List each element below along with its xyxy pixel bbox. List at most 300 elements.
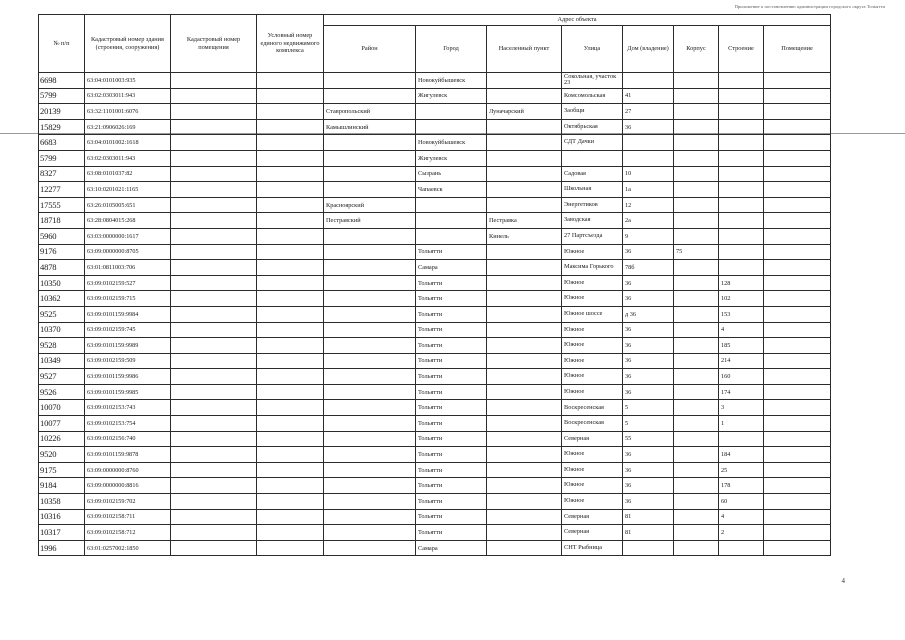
cadastral-number: 63:08:0101037:82 [85, 166, 171, 182]
building-cell [674, 306, 719, 322]
district-cell [324, 384, 416, 400]
cadastral-number: 63:09:0101159:9985 [85, 384, 171, 400]
house-cell: 36 [623, 244, 674, 260]
cadastral-number: 63:03:0000000:1617 [85, 228, 171, 244]
house-cell: 12 [623, 197, 674, 213]
cadastral-number: 63:01:0811003:706 [85, 260, 171, 276]
street-cell: Максима Горького [562, 260, 623, 276]
premise-number [171, 322, 257, 338]
row-number: 15829 [39, 119, 85, 135]
building-cell [674, 322, 719, 338]
premise-number [171, 447, 257, 463]
row-number: 10077 [39, 416, 85, 432]
complex-number [257, 384, 324, 400]
cadastral-number: 63:04:0101003:935 [85, 73, 171, 89]
structure-cell [719, 540, 764, 556]
settlement-cell: Кинель [487, 228, 562, 244]
premise-number [171, 306, 257, 322]
complex-number [257, 509, 324, 525]
district-cell [324, 338, 416, 354]
street-cell: Южное шоссе [562, 306, 623, 322]
room-cell [764, 244, 831, 260]
building-cell [674, 478, 719, 494]
city-cell: Тольятти [416, 447, 487, 463]
house-cell: 41 [623, 88, 674, 104]
district-cell [324, 462, 416, 478]
premise-number [171, 275, 257, 291]
structure-cell [719, 213, 764, 229]
street-cell: Южное [562, 338, 623, 354]
header-address: Адрес объекта [324, 15, 831, 26]
house-cell: 36 [623, 494, 674, 510]
district-cell [324, 260, 416, 276]
premise-number [171, 88, 257, 104]
settlement-cell [487, 416, 562, 432]
cadastral-number: 63:09:0000000:8816 [85, 478, 171, 494]
settlement-cell [487, 322, 562, 338]
structure-cell: 2 [719, 525, 764, 541]
table-row [39, 73, 831, 89]
premise-number [171, 104, 257, 120]
house-cell: 78б [623, 260, 674, 276]
row-number: 10350 [39, 275, 85, 291]
building-cell: 75 [674, 244, 719, 260]
structure-cell [719, 135, 764, 151]
cadastral-number: 63:21:0906026:169 [85, 119, 171, 135]
district-cell [324, 135, 416, 151]
room-cell [764, 197, 831, 213]
city-cell: Новокуйбышевск [416, 135, 487, 151]
row-number: 17555 [39, 197, 85, 213]
district-cell [324, 353, 416, 369]
house-cell: 36 [623, 338, 674, 354]
house-cell: 9 [623, 228, 674, 244]
city-cell: Тольятти [416, 322, 487, 338]
room-cell [764, 478, 831, 494]
district-cell [324, 306, 416, 322]
room-cell [764, 322, 831, 338]
settlement-cell [487, 384, 562, 400]
street-cell: Южное [562, 244, 623, 260]
street-cell: Воскресенская [562, 416, 623, 432]
room-cell [764, 73, 831, 89]
settlement-cell [487, 150, 562, 166]
building-cell [674, 540, 719, 556]
cadastral-number: 63:09:0102158:712 [85, 525, 171, 541]
structure-cell: 160 [719, 369, 764, 385]
structure-cell: 102 [719, 291, 764, 307]
table-row [39, 104, 831, 120]
property-registry-table [38, 14, 831, 556]
house-cell: 5 [623, 416, 674, 432]
table-row [39, 306, 831, 322]
building-cell [674, 119, 719, 135]
city-cell [416, 213, 487, 229]
street-cell: Воскресенская [562, 400, 623, 416]
building-cell [674, 369, 719, 385]
complex-number [257, 369, 324, 385]
district-cell [324, 478, 416, 494]
building-cell [674, 431, 719, 447]
settlement-cell [487, 291, 562, 307]
premise-number [171, 431, 257, 447]
structure-cell [719, 431, 764, 447]
street-cell: Садовая [562, 166, 623, 182]
building-cell [674, 462, 719, 478]
district-cell [324, 494, 416, 510]
street-cell: Северная [562, 525, 623, 541]
city-cell [416, 119, 487, 135]
table-row [39, 166, 831, 182]
table-row [39, 213, 831, 229]
building-cell [674, 525, 719, 541]
premise-number [171, 119, 257, 135]
building-cell [674, 400, 719, 416]
house-cell: 81 [623, 525, 674, 541]
district-cell [324, 182, 416, 198]
table-row [39, 353, 831, 369]
district-cell: Пестравский [324, 213, 416, 229]
page-number: 4 [841, 577, 845, 585]
complex-number [257, 525, 324, 541]
row-number: 9525 [39, 306, 85, 322]
table-row [39, 244, 831, 260]
complex-number [257, 494, 324, 510]
building-cell [674, 104, 719, 120]
house-cell [623, 150, 674, 166]
premise-number [171, 540, 257, 556]
room-cell [764, 338, 831, 354]
settlement-cell: Пестравка [487, 213, 562, 229]
building-cell [674, 447, 719, 463]
complex-number [257, 291, 324, 307]
city-cell [416, 104, 487, 120]
room-cell [764, 166, 831, 182]
table-row [39, 322, 831, 338]
premise-number [171, 166, 257, 182]
complex-number [257, 135, 324, 151]
house-cell: 81 [623, 509, 674, 525]
header-cadastral: Кадастровый номер здания (строения, сооружения) [85, 15, 171, 73]
house-cell: 36 [623, 119, 674, 135]
header-structure: Строение [719, 26, 764, 73]
structure-cell: 25 [719, 462, 764, 478]
district-cell [324, 447, 416, 463]
room-cell [764, 494, 831, 510]
complex-number [257, 275, 324, 291]
street-cell: 27 Партсъезда [562, 228, 623, 244]
city-cell: Чапаевск [416, 182, 487, 198]
room-cell [764, 260, 831, 276]
premise-number [171, 213, 257, 229]
complex-number [257, 73, 324, 89]
settlement-cell [487, 275, 562, 291]
settlement-cell [487, 135, 562, 151]
settlement-cell [487, 400, 562, 416]
table-row [39, 338, 831, 354]
building-cell [674, 150, 719, 166]
room-cell [764, 384, 831, 400]
house-cell [623, 135, 674, 151]
table-row [39, 478, 831, 494]
cadastral-number: 63:09:0102153:743 [85, 400, 171, 416]
city-cell: Тольятти [416, 244, 487, 260]
settlement-cell [487, 494, 562, 510]
table-row [39, 540, 831, 556]
room-cell [764, 119, 831, 135]
room-cell [764, 275, 831, 291]
row-number: 18718 [39, 213, 85, 229]
cadastral-number: 63:28:0804015:268 [85, 213, 171, 229]
building-cell [674, 135, 719, 151]
cadastral-number: 63:09:0000000:8760 [85, 462, 171, 478]
city-cell: Самара [416, 260, 487, 276]
house-cell: 2а [623, 213, 674, 229]
settlement-cell [487, 119, 562, 135]
settlement-cell [487, 166, 562, 182]
row-number: 10370 [39, 322, 85, 338]
complex-number [257, 400, 324, 416]
street-cell: Южное [562, 494, 623, 510]
room-cell [764, 291, 831, 307]
premise-number [171, 494, 257, 510]
settlement-cell [487, 525, 562, 541]
header-premise: Кадастровый номер помещения [171, 15, 257, 73]
settlement-cell [487, 447, 562, 463]
premise-number [171, 416, 257, 432]
building-cell [674, 228, 719, 244]
complex-number [257, 104, 324, 120]
structure-cell [719, 244, 764, 260]
header-district: Район [324, 26, 416, 73]
settlement-cell: Луначарский [487, 104, 562, 120]
premise-number [171, 353, 257, 369]
row-number: 8327 [39, 166, 85, 182]
complex-number [257, 353, 324, 369]
city-cell [416, 228, 487, 244]
table-row [39, 431, 831, 447]
structure-cell [719, 166, 764, 182]
district-cell [324, 73, 416, 89]
row-number: 9176 [39, 244, 85, 260]
cadastral-number: 63:09:0102159:527 [85, 275, 171, 291]
row-number: 10362 [39, 291, 85, 307]
street-cell: Октябрьская [562, 119, 623, 135]
house-cell [623, 540, 674, 556]
city-cell: Тольятти [416, 291, 487, 307]
header-settlement: Населенный пункт [487, 26, 562, 73]
street-cell: Северная [562, 509, 623, 525]
row-number: 5799 [39, 150, 85, 166]
premise-number [171, 462, 257, 478]
building-cell [674, 509, 719, 525]
premise-number [171, 197, 257, 213]
house-cell: 36 [623, 462, 674, 478]
structure-cell [719, 104, 764, 120]
settlement-cell [487, 431, 562, 447]
city-cell: Самара [416, 540, 487, 556]
district-cell [324, 150, 416, 166]
complex-number [257, 260, 324, 276]
header-house: Дом (владение) [623, 26, 674, 73]
cadastral-number: 63:32:1101001:6076 [85, 104, 171, 120]
settlement-cell [487, 260, 562, 276]
settlement-cell [487, 540, 562, 556]
building-cell [674, 213, 719, 229]
row-number: 6683 [39, 135, 85, 151]
street-cell: Южное [562, 462, 623, 478]
house-cell: 36 [623, 322, 674, 338]
premise-number [171, 369, 257, 385]
cadastral-number: 63:04:0101002:1618 [85, 135, 171, 151]
district-cell [324, 416, 416, 432]
district-cell: Красноярский [324, 197, 416, 213]
cadastral-number: 63:09:0102158:711 [85, 509, 171, 525]
city-cell: Тольятти [416, 494, 487, 510]
row-number: 9175 [39, 462, 85, 478]
structure-cell [719, 88, 764, 104]
room-cell [764, 104, 831, 120]
complex-number [257, 338, 324, 354]
street-cell: Южное [562, 353, 623, 369]
cadastral-number: 63:09:0101159:9878 [85, 447, 171, 463]
complex-number [257, 182, 324, 198]
complex-number [257, 213, 324, 229]
header-complex: Условный номер единого недвижимого комплекса [257, 15, 324, 73]
cadastral-number: 63:09:0102153:754 [85, 416, 171, 432]
city-cell: Новокуйбышевск [416, 73, 487, 89]
building-cell [674, 166, 719, 182]
header-city: Город [416, 26, 487, 73]
premise-number [171, 150, 257, 166]
street-cell: Южное [562, 369, 623, 385]
premise-number [171, 260, 257, 276]
room-cell [764, 228, 831, 244]
district-cell [324, 166, 416, 182]
settlement-cell [487, 182, 562, 198]
house-cell: 36 [623, 353, 674, 369]
complex-number [257, 306, 324, 322]
complex-number [257, 540, 324, 556]
building-cell [674, 260, 719, 276]
district-cell: Ставропольский [324, 104, 416, 120]
row-number: 10358 [39, 494, 85, 510]
room-cell [764, 447, 831, 463]
structure-cell: 185 [719, 338, 764, 354]
settlement-cell [487, 244, 562, 260]
street-cell: Южное [562, 275, 623, 291]
table-row [39, 525, 831, 541]
street-cell [562, 150, 623, 166]
district-cell [324, 431, 416, 447]
cadastral-number: 63:02:0303011:943 [85, 88, 171, 104]
table-row [39, 291, 831, 307]
district-cell [324, 400, 416, 416]
premise-number [171, 244, 257, 260]
row-number: 9526 [39, 384, 85, 400]
street-cell: Энергетиков [562, 197, 623, 213]
room-cell [764, 353, 831, 369]
street-cell: Южное [562, 384, 623, 400]
header-num: № п/п [39, 15, 85, 73]
row-number: 9520 [39, 447, 85, 463]
table-row [39, 260, 831, 276]
table-row [39, 447, 831, 463]
house-cell: 36 [623, 369, 674, 385]
table-row [39, 197, 831, 213]
row-number: 10349 [39, 353, 85, 369]
room-cell [764, 213, 831, 229]
district-cell [324, 369, 416, 385]
structure-cell: 3 [719, 400, 764, 416]
cadastral-number: 63:09:0102159:702 [85, 494, 171, 510]
structure-cell [719, 73, 764, 89]
row-number: 5799 [39, 88, 85, 104]
house-cell: 10 [623, 166, 674, 182]
city-cell: Тольятти [416, 525, 487, 541]
table-row [39, 275, 831, 291]
house-cell: 36 [623, 275, 674, 291]
street-cell: Заобщи [562, 104, 623, 120]
row-number: 5960 [39, 228, 85, 244]
city-cell: Тольятти [416, 338, 487, 354]
structure-cell: 60 [719, 494, 764, 510]
district-cell [324, 275, 416, 291]
table-row [39, 509, 831, 525]
building-cell [674, 88, 719, 104]
structure-cell: 4 [719, 509, 764, 525]
street-cell: Южное [562, 322, 623, 338]
building-cell [674, 416, 719, 432]
city-cell: Тольятти [416, 353, 487, 369]
street-cell: Заводская [562, 213, 623, 229]
complex-number [257, 416, 324, 432]
row-number: 4878 [39, 260, 85, 276]
complex-number [257, 150, 324, 166]
structure-cell: 174 [719, 384, 764, 400]
district-cell [324, 540, 416, 556]
premise-number [171, 182, 257, 198]
structure-cell [719, 197, 764, 213]
building-cell [674, 73, 719, 89]
cadastral-number: 63:09:0102159:745 [85, 322, 171, 338]
complex-number [257, 166, 324, 182]
premise-number [171, 73, 257, 89]
row-number: 10226 [39, 431, 85, 447]
settlement-cell [487, 478, 562, 494]
premise-number [171, 509, 257, 525]
district-cell: Камышлинский [324, 119, 416, 135]
cadastral-number: 63:26:0105005:651 [85, 197, 171, 213]
premise-number [171, 478, 257, 494]
row-number: 9527 [39, 369, 85, 385]
table-row [39, 88, 831, 104]
city-cell: Тольятти [416, 509, 487, 525]
city-cell: Тольятти [416, 306, 487, 322]
structure-cell [719, 150, 764, 166]
cadastral-number: 63:02:0303011:943 [85, 150, 171, 166]
structure-cell: 128 [719, 275, 764, 291]
room-cell [764, 431, 831, 447]
settlement-cell [487, 462, 562, 478]
building-cell [674, 494, 719, 510]
city-cell: Тольятти [416, 431, 487, 447]
house-cell: 27 [623, 104, 674, 120]
city-cell: Тольятти [416, 369, 487, 385]
building-cell [674, 275, 719, 291]
house-cell: 36 [623, 384, 674, 400]
row-number: 10070 [39, 400, 85, 416]
